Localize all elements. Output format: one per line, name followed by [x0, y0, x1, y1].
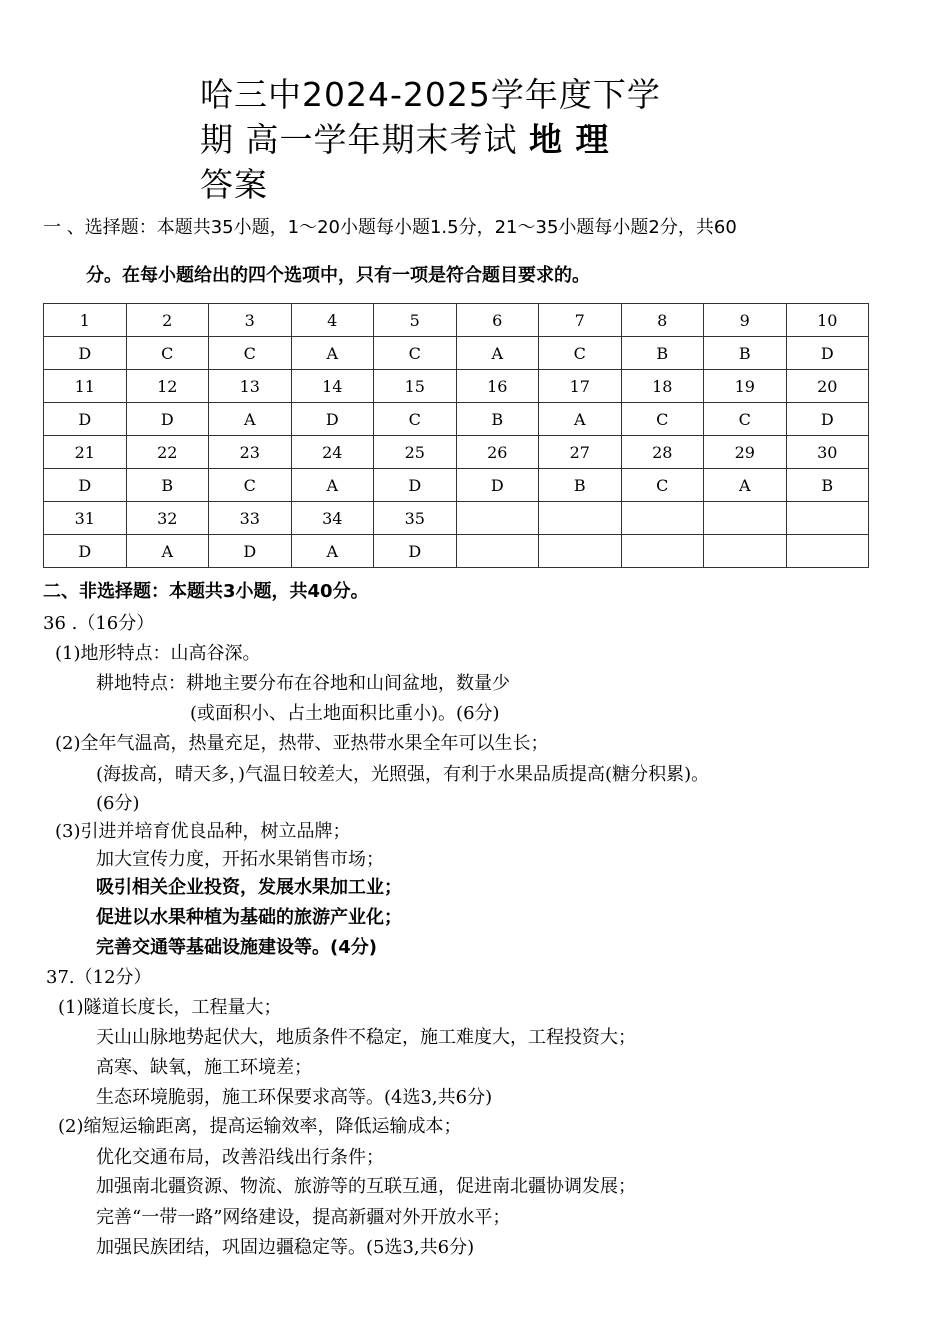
answer-cell: D: [374, 469, 457, 502]
question-number-row: [44, 370, 869, 403]
question-number-cell: 27: [539, 436, 622, 469]
question-number-cell: 20: [786, 370, 869, 403]
question-number-row: [44, 304, 869, 337]
q37-line: 高寒、缺氧，施工环境差；: [96, 1057, 312, 1078]
question-number-cell: 10: [786, 304, 869, 337]
answer-cell: A: [291, 337, 374, 370]
answer-cell: [786, 535, 869, 568]
title-line-1: 哈三中2024-2025学年度下学: [200, 75, 661, 114]
question-number-cell: [539, 502, 622, 535]
answer-cell: D: [44, 469, 127, 502]
question-number-cell: 6: [456, 304, 539, 337]
answer-row: [44, 535, 869, 568]
question-number-cell: [456, 502, 539, 535]
q36-label: 36 .（16分）: [43, 613, 155, 634]
answer-cell: [621, 535, 704, 568]
answer-cell: C: [374, 337, 457, 370]
section2-heading: 二、非选择题：本题共3小题，共40分。: [43, 581, 369, 602]
answer-cell: D: [44, 403, 127, 436]
question-number-cell: 24: [291, 436, 374, 469]
question-number-cell: 7: [539, 304, 622, 337]
question-number-cell: 34: [291, 502, 374, 535]
answer-cell: B: [456, 403, 539, 436]
q36-line: 吸引相关企业投资，发展水果加工业；: [96, 877, 402, 898]
question-number-cell: 25: [374, 436, 457, 469]
question-number-cell: 32: [126, 502, 209, 535]
answer-cell: D: [209, 535, 292, 568]
question-number-cell: 17: [539, 370, 622, 403]
q37-line: 天山山脉地势起伏大，地质条件不稳定，施工难度大，工程投资大；: [96, 1027, 636, 1048]
answer-cell: D: [786, 337, 869, 370]
question-number-cell: [786, 502, 869, 535]
question-number-cell: 22: [126, 436, 209, 469]
answer-cell: C: [621, 403, 704, 436]
question-number-cell: 19: [704, 370, 787, 403]
question-number-cell: 30: [786, 436, 869, 469]
question-number-cell: [621, 502, 704, 535]
title-line-3: 答案: [200, 165, 268, 204]
question-number-cell: 16: [456, 370, 539, 403]
question-number-cell: 33: [209, 502, 292, 535]
question-number-cell: 2: [126, 304, 209, 337]
answer-table: [43, 303, 869, 568]
q36-line: (或面积小、占土地面积比重小)。(6分): [190, 703, 500, 724]
answer-cell: B: [704, 337, 787, 370]
question-number-cell: 31: [44, 502, 127, 535]
q36-line: (2)全年气温高，热量充足，热带、亚热带水果全年可以生长；: [55, 733, 549, 754]
answer-cell: C: [374, 403, 457, 436]
answer-row: [44, 337, 869, 370]
question-number-cell: 28: [621, 436, 704, 469]
q37-line: 加强南北疆资源、物流、旅游等的互联互通，促进南北疆协调发展；: [96, 1176, 636, 1197]
answer-cell: A: [456, 337, 539, 370]
answer-cell: C: [209, 469, 292, 502]
title-line-2-text: 期 高一学年期末考试: [200, 120, 529, 159]
answer-cell: B: [786, 469, 869, 502]
q36-line: 加大宣传力度，开拓水果销售市场；: [96, 849, 384, 870]
q36-line: 完善交通等基础设施建设等。(4分): [96, 937, 377, 958]
answer-cell: A: [209, 403, 292, 436]
q37-line: (1)隧道长度长，工程量大；: [58, 997, 282, 1018]
q37-label: 37.（12分）: [46, 967, 152, 988]
answer-cell: C: [126, 337, 209, 370]
question-number-cell: 18: [621, 370, 704, 403]
answer-cell: A: [291, 535, 374, 568]
question-number-cell: 4: [291, 304, 374, 337]
answer-cell: B: [126, 469, 209, 502]
q36-line: 促进以水果种植为基础的旅游产业化；: [96, 907, 402, 928]
q36-line: 耕地特点：耕地主要分布在谷地和山间盆地，数量少: [96, 673, 510, 694]
section1-heading-cont: 分。在每小题给出的四个选项中，只有一项是符合题目要求的。: [86, 265, 590, 286]
title-line-2: [200, 120, 720, 159]
question-number-cell: 26: [456, 436, 539, 469]
question-number-cell: 21: [44, 436, 127, 469]
answer-cell: C: [209, 337, 292, 370]
q36-line: (3)引进并培育优良品种，树立品牌；: [55, 821, 351, 842]
q36-line: (海拔高，晴天多，)气温日较差大，光照强，有利于水果品质提高(糖分积累)。: [96, 764, 710, 785]
answer-cell: A: [539, 403, 622, 436]
question-number-cell: 5: [374, 304, 457, 337]
question-number-cell: 29: [704, 436, 787, 469]
answer-cell: D: [44, 535, 127, 568]
answer-cell: A: [126, 535, 209, 568]
answer-cell: [704, 535, 787, 568]
question-number-cell: 9: [704, 304, 787, 337]
answer-cell: D: [44, 337, 127, 370]
q37-line: (2)缩短运输距离，提高运输效率，降低运输成本；: [58, 1116, 462, 1137]
question-number-cell: 11: [44, 370, 127, 403]
answer-row: [44, 403, 869, 436]
answer-cell: D: [456, 469, 539, 502]
answer-cell: [539, 535, 622, 568]
answer-cell: D: [126, 403, 209, 436]
answer-cell: [456, 535, 539, 568]
answer-cell: D: [374, 535, 457, 568]
subject-name: 地 理: [528, 120, 610, 159]
answer-cell: A: [704, 469, 787, 502]
q37-line: 完善“一带一路”网络建设，提高新疆对外开放水平；: [96, 1207, 511, 1228]
q36-line: (1)地形特点：山高谷深。: [55, 643, 261, 664]
answer-row: [44, 469, 869, 502]
answer-cell: D: [786, 403, 869, 436]
answer-cell: D: [291, 403, 374, 436]
question-number-cell: [704, 502, 787, 535]
question-number-cell: 13: [209, 370, 292, 403]
question-number-cell: 15: [374, 370, 457, 403]
question-number-cell: 23: [209, 436, 292, 469]
question-number-cell: 1: [44, 304, 127, 337]
answer-cell: C: [539, 337, 622, 370]
answer-cell: C: [704, 403, 787, 436]
answer-cell: B: [621, 337, 704, 370]
question-number-cell: 3: [209, 304, 292, 337]
q37-line: 优化交通布局，改善沿线出行条件；: [96, 1147, 384, 1168]
question-number-cell: 12: [126, 370, 209, 403]
question-number-row: [44, 436, 869, 469]
section1-heading: 一 、选择题：本题共35小题，1～20小题每小题1.5分，21～35小题每小题2分，共60: [43, 217, 737, 238]
question-number-cell: 14: [291, 370, 374, 403]
question-number-cell: 8: [621, 304, 704, 337]
question-number-row: [44, 502, 869, 535]
answer-cell: A: [291, 469, 374, 502]
answer-cell: B: [539, 469, 622, 502]
q37-line: 生态环境脆弱，施工环保要求高等。(4选3,共6分): [96, 1087, 493, 1108]
q36-line: (6分): [96, 793, 140, 814]
q37-line: 加强民族团结，巩固边疆稳定等。(5选3,共6分): [96, 1237, 475, 1258]
answer-cell: C: [621, 469, 704, 502]
question-number-cell: 35: [374, 502, 457, 535]
